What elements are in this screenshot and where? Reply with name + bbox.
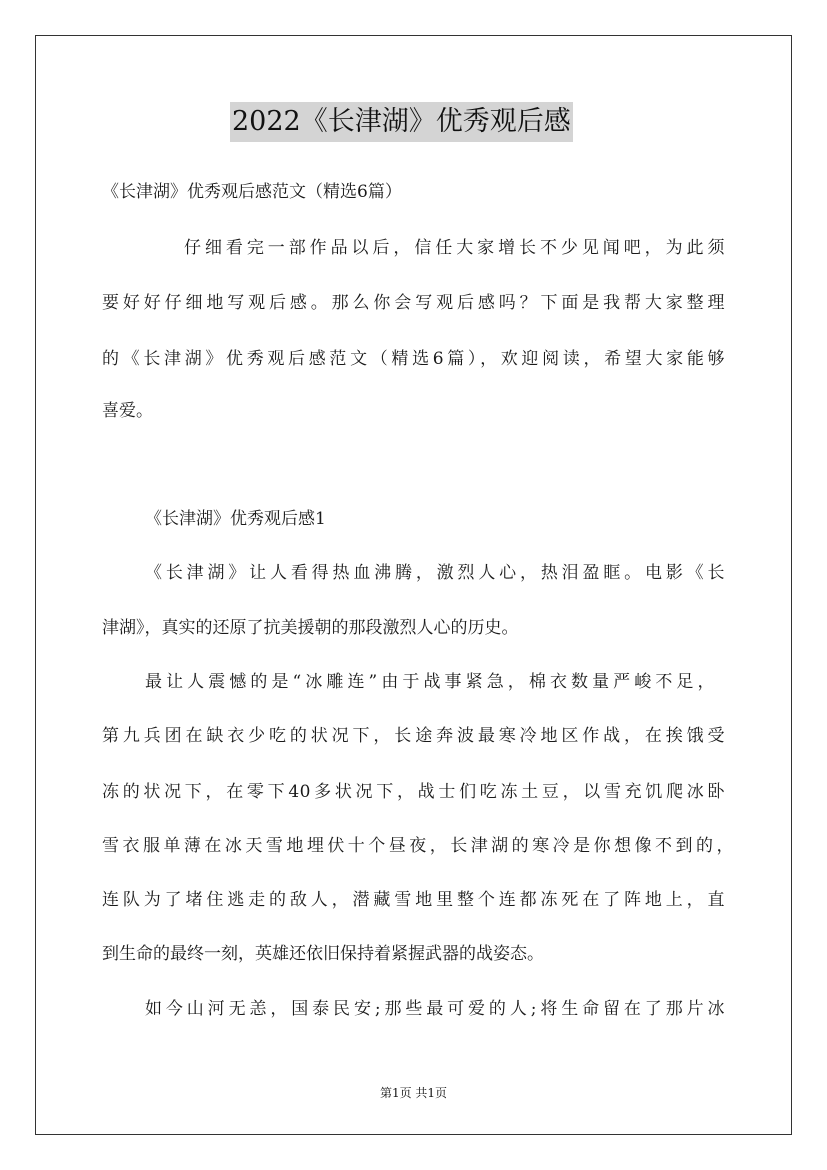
document-subtitle: 《长津湖》优秀观后感范文（精选6篇）: [102, 182, 402, 202]
page-number: 第1页 共1页: [379, 1086, 448, 1100]
para2-line-1: 最让人震憾的是“冰雕连”由于战事紧急，棉衣数量严峻不足，: [145, 672, 715, 692]
para2-line-3: 冻的状况下，在零下40多状况下，战士们吃冻土豆，以雪充饥爬冰卧: [102, 782, 725, 802]
para1-line-2: 津湖》，真实的还原了抗美援朝的那段激烈人心的历史。: [102, 618, 519, 638]
intro-line-4: 喜爱。: [102, 401, 153, 421]
section-heading: 《长津湖》优秀观后感1: [145, 509, 326, 529]
para2-line-6: 到生命的最终一刻，英雄还依旧保持着紧握武器的战姿态。: [102, 944, 544, 964]
para1-line-1: 《长津湖》让人看得热血沸腾，激烈人心，热泪盈眶。电影《长: [145, 563, 725, 583]
para2-line-2: 第九兵团在缺衣少吃的状况下，长途奔波最寒冷地区作战，在挨饿受: [102, 726, 725, 746]
intro-line-1: 仔细看完一部作品以后，信任大家增长不少见闻吧，为此须: [184, 238, 725, 258]
para2-line-4: 雪衣服单薄在冰天雪地埋伏十个昼夜，长津湖的寒冷是你想像不到的，: [102, 836, 734, 856]
document-title: 2022《长津湖》优秀观后感: [230, 102, 573, 142]
intro-line-2: 要好好仔细地写观后感。那么你会写观后感吗？下面是我帮大家整理: [102, 293, 725, 313]
para2-line-5: 连队为了堵住逃走的敌人，潜藏雪地里整个连都冻死在了阵地上，直: [102, 890, 725, 910]
intro-line-3: 的《长津湖》优秀观后感范文（精选6篇），欢迎阅读，希望大家能够: [102, 349, 725, 369]
para3-line-1: 如今山河无恙，国泰民安;那些最可爱的人;将生命留在了那片冰: [145, 999, 725, 1019]
